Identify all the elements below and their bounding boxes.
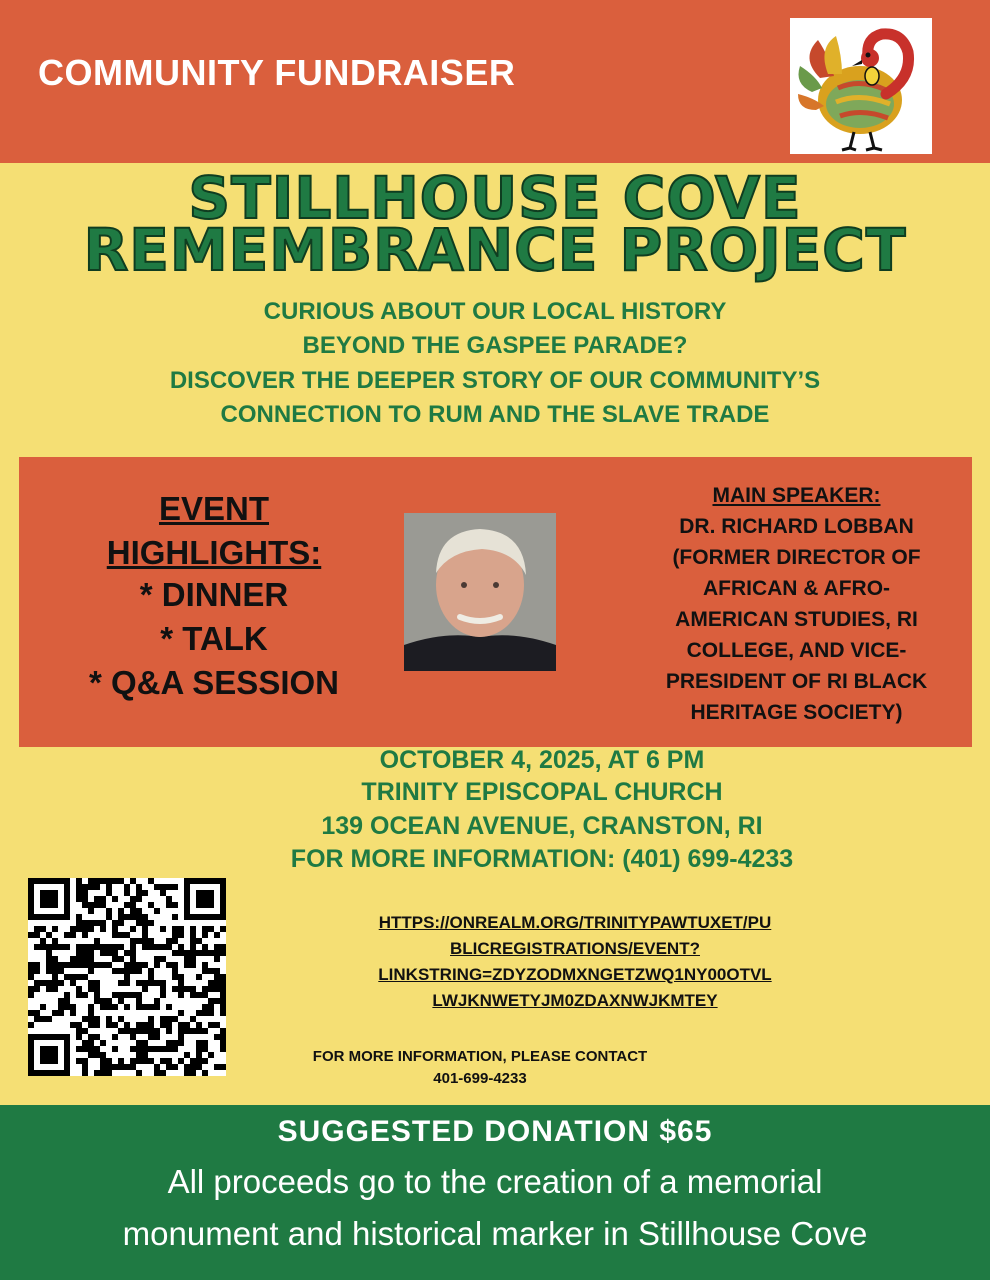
header-banner [0,0,990,163]
intro-line-4: CONNECTION TO RUM AND THE SLAVE TRADE [220,401,770,428]
event-box [19,457,972,747]
intro-line-1: CURIOUS ABOUT OUR LOCAL HISTORY [263,298,727,325]
header-label: COMMUNITY FUNDRAISER [38,52,516,93]
title-line-1: STILLHOUSE COVE [188,164,802,232]
registration-link-line-1[interactable]: HTTPS://ONREALM.ORG/TRINITYPAWTUXET/PU [378,913,772,932]
speaker-portrait [404,513,556,671]
speaker-line-4: AMERICAN STUDIES, RI [675,608,918,631]
registration-link-line-3[interactable]: LINKSTRING=ZDYZODMXNGETZWQ1NY00OTVL [378,965,772,984]
contact-label: FOR MORE INFORMATION, PLEASE CONTACT [312,1048,648,1065]
speaker-line-6: PRESIDENT OF RI BLACK [665,670,928,693]
highlight-dinner: * DINNER [139,576,289,613]
speaker-line-3: AFRICAN & AFRO- [702,577,891,600]
registration-link-line-2[interactable]: BLICREGISTRATIONS/EVENT? [450,939,700,958]
highlight-talk: * TALK [160,620,268,657]
donation-text: SUGGESTED DONATION $65 [277,1115,713,1148]
footer-banner [0,1105,990,1280]
speaker-line-5: COLLEGE, AND VICE- [686,639,907,662]
logo [790,18,932,154]
event-date: OCTOBER 4, 2025, AT 6 PM [379,746,705,774]
speaker-line-7: HERITAGE SOCIETY) [690,701,903,724]
info-phone: FOR MORE INFORMATION: (401) 699-4233 [290,845,794,873]
proceeds-line-1: All proceeds go to the creation of a memorial [167,1163,823,1200]
intro-line-2: BEYOND THE GASPEE PARADE? [302,332,688,359]
speaker-line-1: DR. RICHARD LOBBAN [679,515,914,538]
highlight-qa: * Q&A SESSION [89,664,339,701]
registration-link-line-4[interactable]: LWJKNWETYJM0ZDAXNWJKMTEY [432,991,718,1010]
event-venue: TRINITY EPISCOPAL CHURCH [361,778,723,806]
proceeds-line-2: monument and historical marker in Stillhouse Cove [122,1215,868,1252]
title-line-2: REMEMBRANCE PROJECT [83,216,907,284]
highlights-heading-2: HIGHLIGHTS: [106,534,322,571]
speaker-line-2: (FORMER DIRECTOR OF [672,546,921,569]
intro-line-3: DISCOVER THE DEEPER STORY OF OUR COMMUNITY’S [169,367,821,394]
highlights-heading-1: EVENT [158,490,270,527]
qr-code[interactable] [28,878,226,1076]
sankofa-bird-icon [790,18,932,154]
speaker-heading: MAIN SPEAKER: [712,484,881,507]
contact-phone: 401-699-4233 [433,1070,527,1087]
event-address: 139 OCEAN AVENUE, CRANSTON, RI [321,812,763,840]
